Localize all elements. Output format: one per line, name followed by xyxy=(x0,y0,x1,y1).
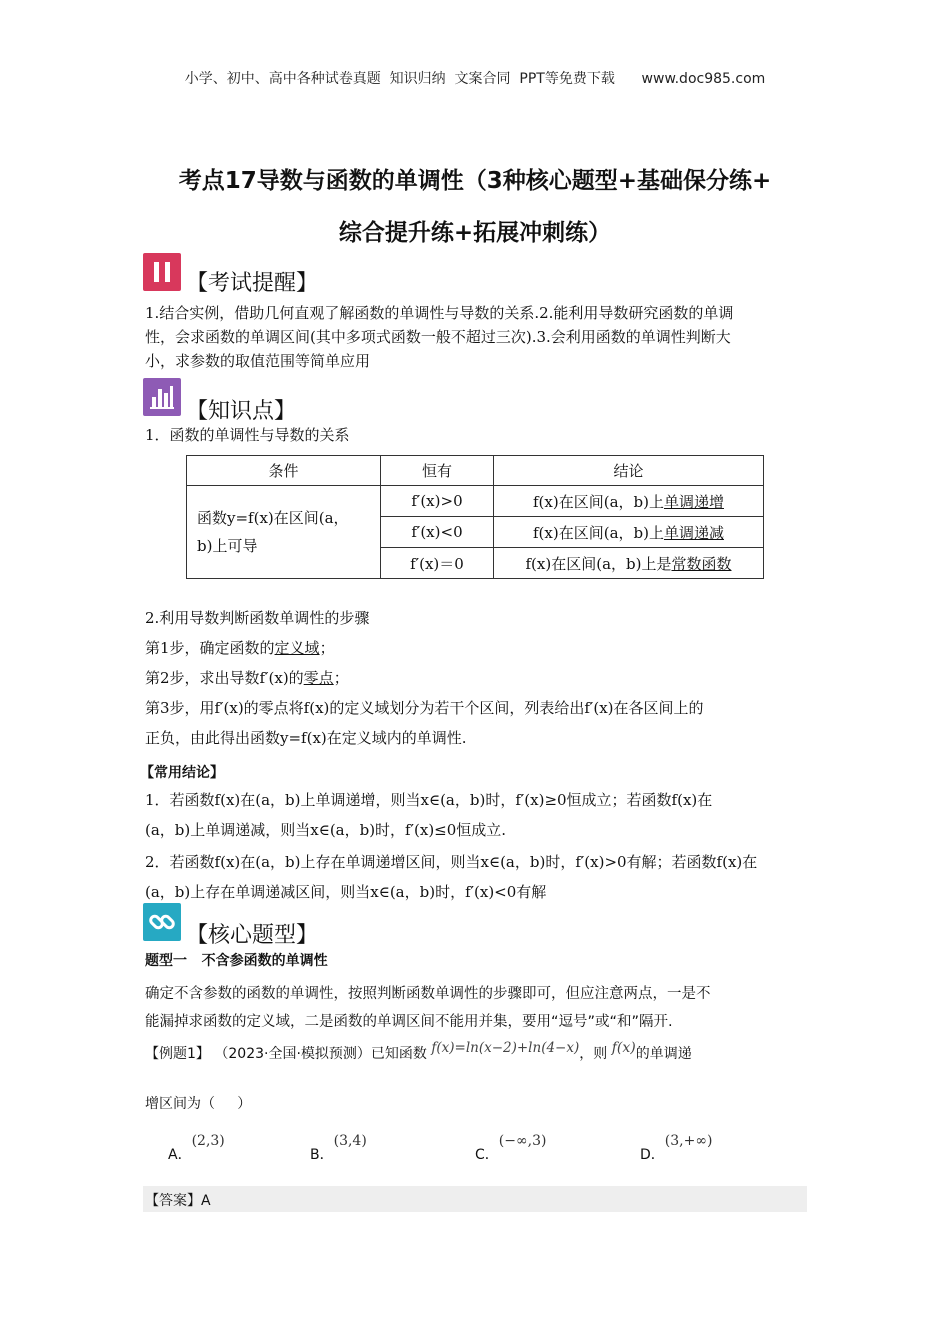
step-3-line1: 第3步，用f′(x)的零点将f(x)的定义域划分为若干个区间，列表给出f′(x)在各区间上的 xyxy=(145,699,704,717)
option-b[interactable] xyxy=(310,1130,367,1163)
example-fx: f(x) xyxy=(611,1040,636,1056)
option-d[interactable] xyxy=(640,1130,713,1163)
table-cell-conclusion xyxy=(494,486,764,517)
type1-title: 题型一 不含参函数的单调性 xyxy=(145,953,328,969)
table-cell-hold: f′(x)<0 xyxy=(381,517,494,548)
step-text: 第2步，求出导数f′(x)的 xyxy=(145,669,304,687)
step-2 xyxy=(145,663,815,693)
option-label: C． xyxy=(475,1147,499,1163)
conclusion-term: 单调递增 xyxy=(663,492,724,511)
exam-tips-line: 小，求参数的取值范围等简单应用 xyxy=(145,352,371,370)
example-1 xyxy=(145,1040,692,1063)
step-text: 第1步，确定函数的 xyxy=(145,639,275,657)
description-line: 确定不含参数的函数的单调性，按照判断函数单调性的步骤即可，但应注意两点，一是不 xyxy=(145,986,711,1002)
page-title-line1: 考点17导数与函数的单调性（3种核心题型+基础保分练+ xyxy=(178,168,772,194)
conclusion-line: 2．若函数f(x)在(a，b)上存在单调递增区间，则当x∈(a，b)时，f′(x)>0有解；若函数f(x)在 xyxy=(145,853,758,871)
conclusion-2 xyxy=(145,847,815,907)
step-3-line2: 正负，由此得出函数y=f(x)在定义域内的单调性. xyxy=(145,729,467,747)
site-header: 小学、初中、高中各种试卷真题 知识归纳 文案合同 PPT等免费下载 www.doc985.com xyxy=(184,71,766,87)
option-label: B． xyxy=(310,1147,334,1163)
option-label: A． xyxy=(168,1147,192,1163)
option-label: D． xyxy=(640,1147,665,1163)
step-1 xyxy=(145,633,815,663)
option-a[interactable] xyxy=(168,1130,225,1163)
option-value: (−∞,3) xyxy=(498,1133,547,1149)
link-icon xyxy=(143,903,181,941)
table-cell-conclusion xyxy=(494,548,764,579)
step-term: 定义域 xyxy=(274,639,320,657)
answer-bar xyxy=(143,1186,807,1212)
conclusion-text: f(x)在区间(a，b)上 xyxy=(533,492,664,511)
conclusion-line: (a，b)上存在单调递减区间，则当x∈(a，b)时，f′(x)<0有解 xyxy=(145,883,547,901)
conclusion-1 xyxy=(145,785,815,845)
exam-tips-text xyxy=(145,301,815,373)
table-cell-hold: f′(x)＝0 xyxy=(381,548,494,579)
core-heading: 【核心题型】 xyxy=(186,923,319,948)
step-term: 零点 xyxy=(303,669,334,687)
conclusion-text: f(x)在区间(a，b)上 xyxy=(533,523,664,542)
exam-tips-line: 1.结合实例，借助几何直观了解函数的单调性与导数的关系.2.能利用导数研究函数的单调 xyxy=(145,304,734,322)
table-header: 恒有 xyxy=(381,456,494,486)
option-value: (3,4) xyxy=(333,1133,367,1149)
example-source: （2023·全国·模拟预测）已知函数 xyxy=(214,1046,427,1062)
description-line: 能漏掉求函数的定义域，二是函数的单调区间不能用并集，要用“逗号”或“和”隔开. xyxy=(145,1014,673,1030)
exam-tips-line: 性，会求函数的单调区间(其中多项式函数一般不超过三次).3.会利用函数的单调性判断大 xyxy=(145,328,731,346)
table-header: 条件 xyxy=(187,456,381,486)
conclusion-text: f(x)在区间(a，b)上是 xyxy=(525,554,672,573)
option-value: (3,+∞) xyxy=(664,1133,713,1149)
knowledge-heading: 【知识点】 xyxy=(186,399,297,424)
exam-tips-heading: 【考试提醒】 xyxy=(186,271,319,296)
option-value: (2,3) xyxy=(191,1133,225,1149)
table-cell-conclusion xyxy=(494,517,764,548)
table-condition xyxy=(187,486,381,579)
condition-line: b)上可导 xyxy=(197,537,258,555)
steps-block xyxy=(145,603,815,753)
knowledge-item1: 1．函数的单调性与导数的关系 xyxy=(145,426,350,444)
page-title-line2: 综合提升练+拓展冲刺练） xyxy=(338,220,612,246)
answer-text: 【答案】A xyxy=(145,1193,211,1209)
conclusion-term: 单调递减 xyxy=(663,523,724,542)
example-1-line2: 增区间为（ ） xyxy=(145,1096,252,1112)
pause-icon xyxy=(143,253,181,291)
derivative-relation-table xyxy=(186,455,764,579)
step-text: ； xyxy=(333,669,349,687)
steps-title: 2.利用导数判断函数单调性的步骤 xyxy=(145,609,370,627)
type1-description xyxy=(145,980,815,1036)
example-label: 【例题1】 xyxy=(145,1046,210,1062)
table-header: 结论 xyxy=(494,456,764,486)
conclusion-line: (a，b)上单调递减，则当x∈(a，b)时，f′(x)≤0恒成立. xyxy=(145,821,507,839)
option-c[interactable] xyxy=(475,1130,547,1163)
bar-chart-icon xyxy=(143,378,181,416)
example-formula: f(x)=ln(x−2)+ln(4−x) xyxy=(431,1040,580,1056)
step-text: ； xyxy=(319,639,335,657)
example-text: 的单调递 xyxy=(635,1046,692,1062)
table-cell-hold: f′(x)>0 xyxy=(381,486,494,517)
conclusions-heading: 【常用结论】 xyxy=(140,765,224,781)
example-text: ，则 xyxy=(579,1046,608,1062)
conclusion-term: 常数函数 xyxy=(671,554,732,573)
condition-line: 函数y=f(x)在区间(a， xyxy=(197,509,349,527)
conclusion-line: 1．若函数f(x)在(a，b)上单调递增，则当x∈(a，b)时，f′(x)≥0恒成立；若函数f(x)在 xyxy=(145,791,713,809)
